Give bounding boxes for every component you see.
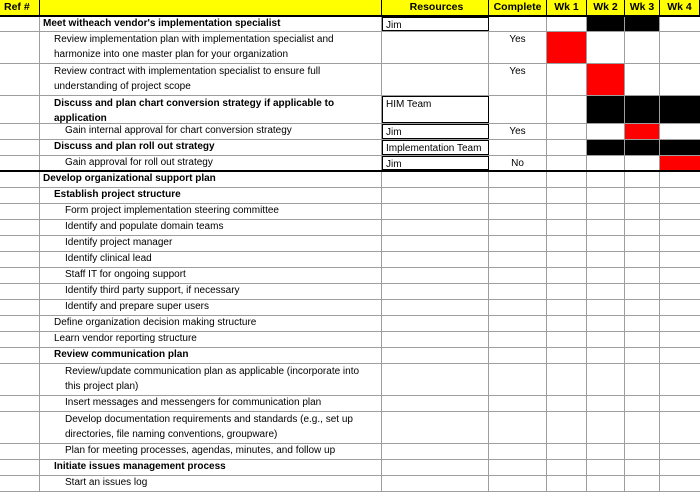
week-cell [625, 172, 660, 187]
week-cell [587, 220, 625, 235]
week-bar-black [625, 140, 660, 155]
week-cell [547, 444, 587, 459]
table-row [0, 396, 700, 412]
week-cell [547, 476, 587, 491]
week-cell [660, 220, 700, 235]
task-cell: Identify and prepare super users [40, 300, 382, 315]
ref-cell [0, 316, 40, 331]
header-wk1: Wk 1 [547, 0, 587, 15]
table-row [0, 236, 700, 252]
complete-cell [489, 204, 547, 219]
week-cell [625, 220, 660, 235]
complete-cell [489, 316, 547, 331]
table-row [0, 268, 700, 284]
week-cell [660, 172, 700, 187]
task-cell: Develop organizational support plan [40, 172, 382, 187]
week-cell [547, 332, 587, 347]
table-row [0, 96, 700, 124]
week-cell [587, 204, 625, 219]
week-cell [625, 284, 660, 299]
week-cell [547, 364, 587, 395]
table-row [0, 204, 700, 220]
week-bar-red [625, 124, 660, 139]
ref-cell [0, 332, 40, 347]
week-cell [547, 460, 587, 475]
ref-cell [0, 17, 40, 31]
table-row [0, 17, 700, 32]
week-cell [587, 268, 625, 283]
ref-cell [0, 444, 40, 459]
table-row [0, 364, 700, 396]
week-cell [625, 412, 660, 443]
resource-cell [382, 332, 489, 347]
resource-cell: Implementation Team [382, 140, 489, 155]
week-cell [587, 316, 625, 331]
week-bar-black [625, 96, 660, 123]
week-cell [625, 364, 660, 395]
ref-cell [0, 284, 40, 299]
ref-cell [0, 204, 40, 219]
week-cell [625, 188, 660, 203]
resource-cell [382, 252, 489, 267]
week-cell [660, 32, 700, 63]
table-row [0, 444, 700, 460]
week-cell [625, 476, 660, 491]
resource-cell [382, 300, 489, 315]
complete-cell [489, 96, 547, 123]
week-cell [660, 124, 700, 139]
week-cell [587, 476, 625, 491]
complete-cell [489, 412, 547, 443]
table-row [0, 32, 700, 64]
resource-cell [382, 316, 489, 331]
complete-cell [489, 460, 547, 475]
week-cell [625, 332, 660, 347]
ref-cell [0, 64, 40, 95]
ref-cell [0, 460, 40, 475]
week-cell [625, 268, 660, 283]
week-cell [625, 32, 660, 63]
task-cell: Meet witheach vendor's implementation specialist [40, 17, 382, 31]
header-wk2: Wk 2 [587, 0, 625, 15]
task-cell: Discuss and plan chart conversion strategy if applicable to application [40, 96, 382, 123]
table-row [0, 124, 700, 140]
task-cell: Identify third party support, if necessary [40, 284, 382, 299]
week-cell [660, 188, 700, 203]
table-row [0, 156, 700, 172]
week-cell [660, 412, 700, 443]
table-row [0, 188, 700, 204]
week-cell [625, 252, 660, 267]
week-cell [547, 204, 587, 219]
week-cell [625, 204, 660, 219]
complete-cell [489, 220, 547, 235]
header-ref: Ref # [0, 0, 40, 15]
task-cell: Initiate issues management process [40, 460, 382, 475]
header-resources: Resources [382, 0, 489, 15]
ref-cell [0, 156, 40, 170]
week-bar-black [660, 140, 700, 155]
ref-cell [0, 300, 40, 315]
week-cell [660, 252, 700, 267]
week-cell [660, 460, 700, 475]
week-cell [547, 412, 587, 443]
resource-cell [382, 64, 489, 95]
complete-cell [489, 396, 547, 411]
week-cell [625, 236, 660, 251]
week-cell [587, 412, 625, 443]
complete-cell [489, 188, 547, 203]
task-cell: Review/update communication plan as applicable (incorporate into this project plan) [40, 364, 382, 395]
ref-cell [0, 412, 40, 443]
table-row [0, 252, 700, 268]
task-cell: Gain internal approval for chart conversion strategy [40, 124, 382, 139]
task-cell: Gain approval for roll out strategy [40, 156, 382, 170]
complete-cell [489, 348, 547, 363]
task-cell: Plan for meeting processes, agendas, minutes, and follow up [40, 444, 382, 459]
resource-cell [382, 476, 489, 491]
resource-cell: Jim [382, 17, 489, 31]
week-cell [587, 348, 625, 363]
week-cell [587, 32, 625, 63]
week-cell [547, 96, 587, 123]
week-cell [547, 156, 587, 170]
week-cell [547, 188, 587, 203]
week-cell [547, 172, 587, 187]
week-cell [587, 332, 625, 347]
table-row [0, 316, 700, 332]
ref-cell [0, 140, 40, 155]
week-cell [547, 396, 587, 411]
task-cell: Identify clinical lead [40, 252, 382, 267]
ref-cell [0, 252, 40, 267]
complete-cell: No [489, 156, 547, 170]
complete-cell [489, 140, 547, 155]
week-cell [587, 252, 625, 267]
week-cell [587, 172, 625, 187]
week-cell [625, 316, 660, 331]
task-cell: Insert messages and messengers for communication plan [40, 396, 382, 411]
week-cell [587, 396, 625, 411]
table-row [0, 172, 700, 188]
week-cell [660, 204, 700, 219]
complete-cell [489, 444, 547, 459]
table-row [0, 140, 700, 156]
week-bar-black [587, 140, 625, 155]
ref-cell [0, 32, 40, 63]
task-cell: Form project implementation steering committee [40, 204, 382, 219]
task-cell: Identify and populate domain teams [40, 220, 382, 235]
week-cell [587, 364, 625, 395]
ref-cell [0, 96, 40, 123]
complete-cell [489, 332, 547, 347]
complete-cell [489, 252, 547, 267]
table-row [0, 348, 700, 364]
task-cell: Review implementation plan with implementation specialist and harmonize into one master plan for your organization [40, 32, 382, 63]
task-cell: Develop documentation requirements and standards (e.g., set up directories, file naming conventions, groupware) [40, 412, 382, 443]
resource-cell [382, 364, 489, 395]
ref-cell [0, 220, 40, 235]
week-bar-black [587, 17, 625, 31]
table-row [0, 460, 700, 476]
task-cell: Define organization decision making structure [40, 316, 382, 331]
ref-cell [0, 236, 40, 251]
table-row [0, 220, 700, 236]
week-cell [625, 396, 660, 411]
task-cell: Start an issues log [40, 476, 382, 491]
complete-cell: Yes [489, 124, 547, 139]
week-cell [660, 268, 700, 283]
ref-cell [0, 172, 40, 187]
resource-cell [382, 220, 489, 235]
ref-cell [0, 364, 40, 395]
week-cell [625, 156, 660, 170]
task-cell: Establish project structure [40, 188, 382, 203]
week-cell [660, 348, 700, 363]
week-cell [587, 156, 625, 170]
week-cell [547, 236, 587, 251]
resource-cell [382, 32, 489, 63]
resource-cell [382, 172, 489, 187]
table-row [0, 284, 700, 300]
week-cell [660, 64, 700, 95]
week-bar-black [625, 17, 660, 31]
week-cell [587, 188, 625, 203]
complete-cell [489, 172, 547, 187]
complete-cell [489, 300, 547, 315]
header-wk4: Wk 4 [660, 0, 700, 15]
week-cell [625, 460, 660, 475]
table-row [0, 412, 700, 444]
week-cell [547, 316, 587, 331]
week-cell [547, 124, 587, 139]
week-bar-red [660, 156, 700, 170]
week-cell [547, 64, 587, 95]
ref-cell [0, 188, 40, 203]
week-cell [625, 348, 660, 363]
resource-cell [382, 268, 489, 283]
resource-cell [382, 444, 489, 459]
week-bar-red [587, 64, 625, 95]
header-complete: Complete [489, 0, 547, 15]
header-task [40, 0, 382, 15]
resource-cell [382, 284, 489, 299]
resource-cell [382, 412, 489, 443]
week-cell [660, 316, 700, 331]
week-cell [587, 124, 625, 139]
week-cell [625, 64, 660, 95]
complete-cell [489, 17, 547, 31]
ref-cell [0, 396, 40, 411]
week-cell [587, 300, 625, 315]
week-cell [547, 220, 587, 235]
week-cell [587, 444, 625, 459]
week-cell [547, 348, 587, 363]
week-cell [547, 140, 587, 155]
complete-cell [489, 236, 547, 251]
table-row [0, 64, 700, 96]
header-row [0, 0, 700, 17]
week-bar-black [587, 96, 625, 123]
week-cell [547, 252, 587, 267]
complete-cell [489, 284, 547, 299]
task-cell: Review communication plan [40, 348, 382, 363]
week-cell [587, 460, 625, 475]
header-wk3: Wk 3 [625, 0, 660, 15]
complete-cell [489, 364, 547, 395]
resource-cell [382, 188, 489, 203]
task-cell: Learn vendor reporting structure [40, 332, 382, 347]
resource-cell [382, 348, 489, 363]
table-row [0, 332, 700, 348]
week-cell [660, 300, 700, 315]
resource-cell: HIM Team [382, 96, 489, 123]
week-cell [625, 444, 660, 459]
ref-cell [0, 124, 40, 139]
complete-cell [489, 476, 547, 491]
task-cell: Identify project manager [40, 236, 382, 251]
resource-cell [382, 236, 489, 251]
week-bar-red [547, 32, 587, 63]
ref-cell [0, 268, 40, 283]
complete-cell [489, 268, 547, 283]
week-cell [625, 300, 660, 315]
week-cell [587, 236, 625, 251]
week-cell [660, 332, 700, 347]
ref-cell [0, 348, 40, 363]
resource-cell [382, 460, 489, 475]
week-cell [660, 476, 700, 491]
ref-cell [0, 476, 40, 491]
task-cell: Discuss and plan roll out strategy [40, 140, 382, 155]
resource-cell [382, 396, 489, 411]
week-cell [660, 236, 700, 251]
task-cell: Review contract with implementation specialist to ensure full understanding of project scope [40, 64, 382, 95]
week-cell [547, 17, 587, 31]
week-cell [660, 396, 700, 411]
week-cell [660, 284, 700, 299]
complete-cell: Yes [489, 64, 547, 95]
resource-cell: Jim [382, 156, 489, 170]
resource-cell: Jim [382, 124, 489, 139]
week-cell [660, 364, 700, 395]
week-cell [660, 444, 700, 459]
week-bar-black [660, 96, 700, 123]
week-cell [547, 284, 587, 299]
resource-cell [382, 204, 489, 219]
week-cell [547, 300, 587, 315]
week-cell [587, 284, 625, 299]
week-cell [547, 268, 587, 283]
task-cell: Staff IT for ongoing support [40, 268, 382, 283]
week-cell [660, 17, 700, 31]
table-row [0, 300, 700, 316]
complete-cell: Yes [489, 32, 547, 63]
